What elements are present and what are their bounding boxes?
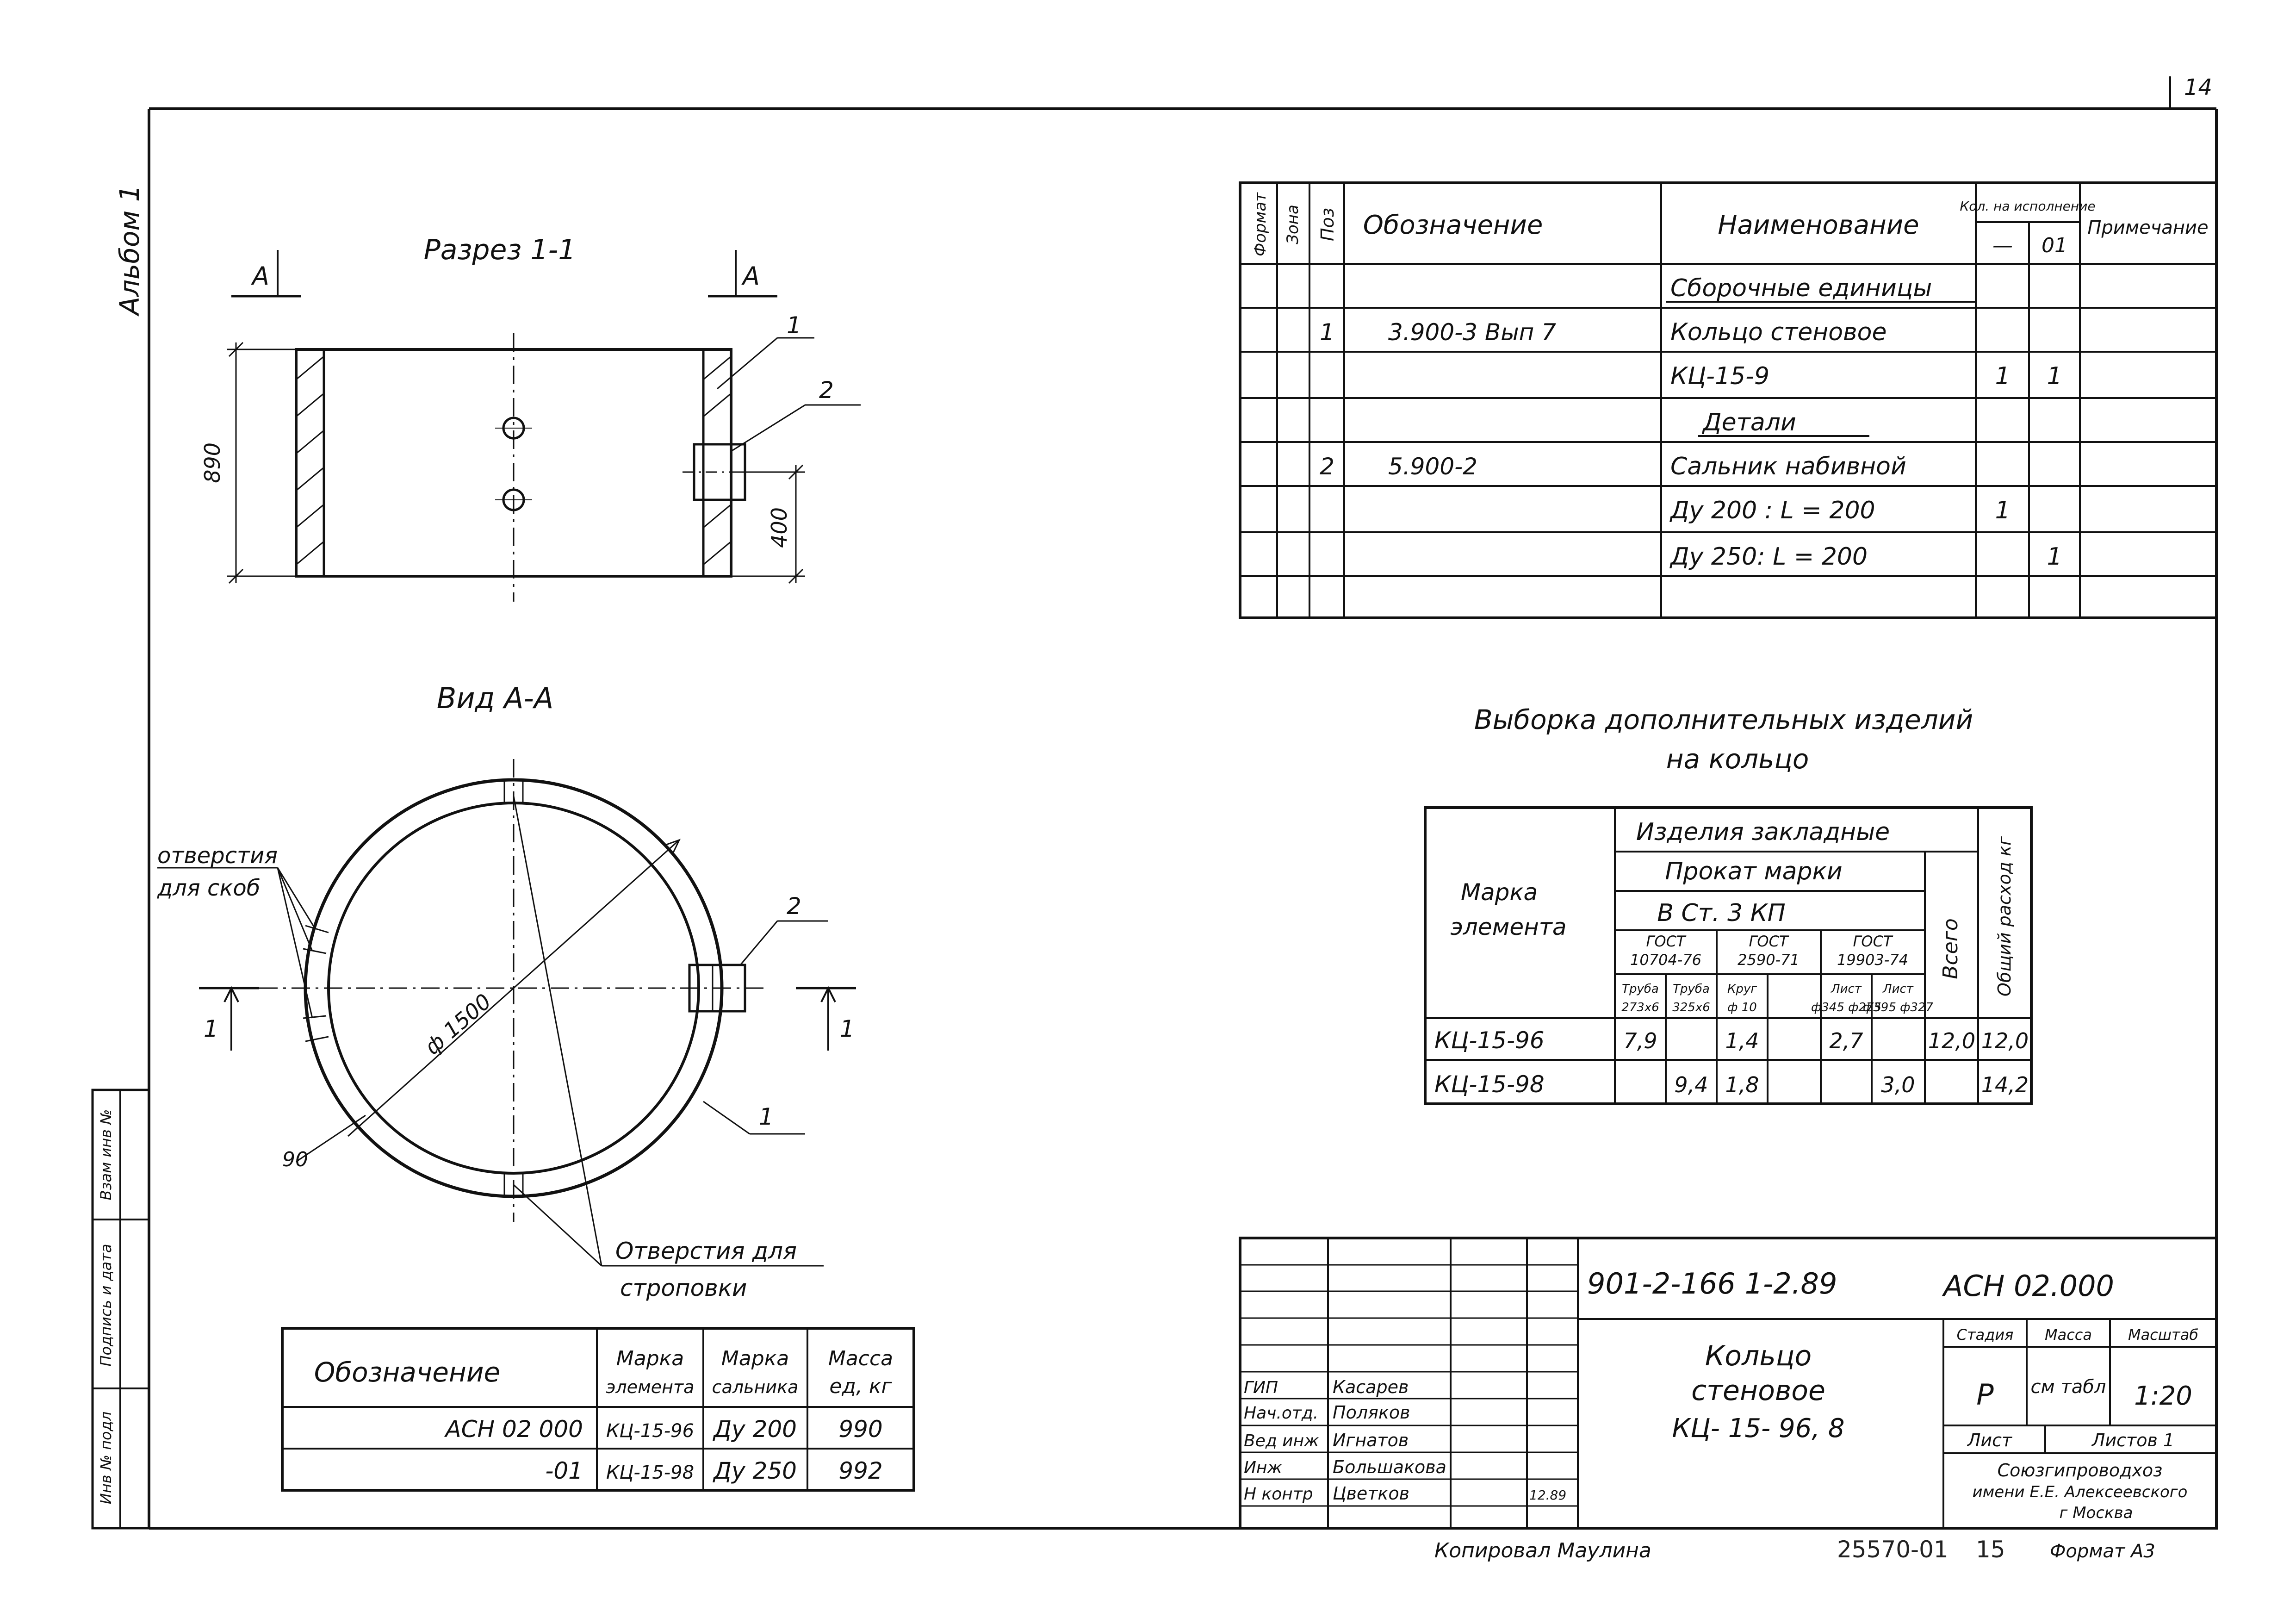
tb-name-3: КЦ- 15- 96, 8	[1672, 1413, 1845, 1444]
extra-gost2-a: ГОСТ	[1749, 933, 1788, 950]
tb-person-role: Инж	[1244, 1458, 1282, 1477]
tb-date: 12.89	[1529, 1487, 1567, 1503]
extra-gost1-a: ГОСТ	[1646, 933, 1686, 950]
tb-person-role: Н контр	[1244, 1485, 1313, 1504]
extra-row-cell: 7,9	[1623, 1028, 1657, 1053]
tb-person-role: Нач.отд.	[1244, 1404, 1319, 1423]
tb-scale-h: Масштаб	[2128, 1326, 2199, 1344]
tb-person-name: Касарев	[1333, 1377, 1409, 1397]
stamp-inv-orig: Инв № подл	[97, 1411, 115, 1505]
extra-sub-header-b: ф 10	[1727, 1001, 1757, 1014]
variants-h-mark-gland-1: Марка	[721, 1347, 789, 1370]
variants-row-mark-elem: КЦ-15-98	[606, 1462, 695, 1483]
extra-sub-header-b: 325х6	[1672, 1001, 1710, 1014]
cut-marker-right: А	[743, 261, 760, 291]
extra-row-general: 12,0	[1981, 1028, 2029, 1053]
variants-row-mass: 990	[838, 1416, 883, 1443]
tb-name-2: стеновое	[1691, 1375, 1825, 1407]
tb-sheets-h: Листов 1	[2091, 1430, 2175, 1450]
spec-row-name: Сальник набивной	[1670, 453, 1906, 480]
title-block	[1240, 1238, 2216, 1528]
spec-header-pos: Поз	[1317, 207, 1338, 242]
extra-sub-header-a: Труба	[1673, 982, 1710, 996]
variants-row-designation: АСН 02 000	[445, 1416, 583, 1443]
tb-org-1: Союзгипроводхоз	[1997, 1460, 2163, 1481]
footer-doc-num: 25570-01	[1837, 1536, 1948, 1563]
variants-h-mark-elem-2: элемента	[606, 1377, 695, 1397]
stamp-replace-inv: Взам инв №	[97, 1109, 115, 1201]
extra-sub-header-a: Лист	[1883, 982, 1913, 996]
tb-person-role: ГИП	[1244, 1378, 1278, 1397]
stamp-sign-date: Подпись и дата	[97, 1244, 115, 1367]
tb-sheet-h: Лист	[1967, 1430, 2012, 1450]
tb-person-name: Большакова	[1333, 1457, 1446, 1477]
callout-ring-view: 1	[759, 1103, 774, 1130]
callout-ring-section: 1	[787, 312, 801, 339]
extra-gost1-b: 10704-76	[1630, 951, 1702, 969]
dim-height: 890	[200, 442, 225, 483]
tb-scale: 1:20	[2134, 1381, 2192, 1411]
extra-row-cell: 1,8	[1725, 1072, 1759, 1097]
extra-h-mark-2: элемента	[1450, 914, 1567, 940]
variants-row-mark-gland: Ду 200	[714, 1416, 797, 1443]
variants-row-mass: 992	[838, 1457, 883, 1484]
footer-format: Формат А3	[2050, 1541, 2155, 1562]
spec-rows	[1320, 274, 2062, 571]
spec-row-name: Ду 250: L = 200	[1670, 543, 1868, 571]
extra-sub-headers	[1621, 982, 1933, 1014]
extra-sub-header-a: Круг	[1727, 982, 1757, 996]
tb-person-name: Цветков	[1333, 1483, 1410, 1504]
label-holes-brackets-1: отверстия	[157, 843, 278, 869]
extra-sub-header-a: Лист	[1831, 982, 1862, 996]
sheet-number: 14	[2184, 75, 2213, 100]
variants-table	[282, 1328, 914, 1490]
extra-items-section	[1425, 704, 2031, 1104]
tb-person-name: Игнатов	[1333, 1430, 1409, 1450]
spec-header-format: Формат	[1251, 193, 1270, 256]
extra-h-rolled: Прокат марки	[1665, 858, 1843, 885]
extra-row-cell: 2,7	[1829, 1028, 1863, 1053]
footer-copied: Копировал Маулина	[1434, 1539, 1651, 1562]
tb-stage-h: Стадия	[1956, 1326, 2014, 1344]
spec-row-qty-1: 1	[2047, 543, 2062, 571]
spec-header-designation: Обозначение	[1363, 210, 1543, 240]
label-holes-sling-1: Отверстия для	[615, 1238, 797, 1264]
view-title: Вид А-А	[436, 681, 554, 715]
variants-h-mass-2: ед, кг	[829, 1375, 892, 1398]
extra-row-cell: 9,4	[1674, 1072, 1708, 1097]
spec-row-pos: 1	[1320, 319, 1334, 346]
spec-row-name: Детали	[1703, 409, 1796, 436]
extra-row-mark: КЦ-15-98	[1434, 1071, 1545, 1098]
spec-row-name: Кольцо стеновое	[1670, 318, 1887, 346]
spec-row-designation: 3.900-3 Вып 7	[1388, 319, 1557, 346]
spec-header-name: Наименование	[1718, 210, 1919, 240]
variants-rows	[444, 1416, 882, 1484]
dim-diameter: ф 1500	[420, 989, 496, 1060]
tb-code: АСН 02.000	[1943, 1269, 2114, 1303]
dim-wall: 90	[282, 1148, 308, 1171]
spec-row-name: Сборочные единицы	[1670, 274, 1932, 302]
extra-row-cell: 1,4	[1725, 1028, 1759, 1053]
spec-header-note: Примечание	[2087, 217, 2209, 238]
label-holes-sling-2: строповки	[620, 1275, 747, 1301]
spec-row-pos: 2	[1320, 453, 1334, 480]
extra-h-embedded: Изделия закладные	[1636, 818, 1890, 846]
variants-h-mark-elem-1: Марка	[616, 1347, 684, 1370]
tb-org-2: имени Е.Е. Алексеевского	[1972, 1483, 2188, 1501]
extra-row-general: 14,2	[1981, 1072, 2029, 1097]
spec-row-qty-0: 1	[1995, 497, 2011, 524]
tb-stage: Р	[1976, 1378, 1994, 1412]
label-holes-brackets-2: для скоб	[157, 875, 261, 901]
extra-gost3-a: ГОСТ	[1853, 933, 1893, 950]
extra-h-steel: В Ст. 3 КП	[1657, 899, 1786, 927]
callout-gland-view: 2	[787, 893, 801, 920]
variants-h-designation: Обозначение	[314, 1356, 501, 1388]
spec-row-designation: 5.900-2	[1388, 453, 1477, 480]
section-view	[200, 234, 861, 602]
spec-header-qty: Кол. на исполнение	[1960, 199, 2096, 214]
tb-mass-h: Масса	[2044, 1326, 2092, 1344]
spec-row-qty-0: 1	[1995, 362, 2011, 390]
album-label: Альбом 1	[114, 185, 145, 315]
extra-gost2-b: 2590-71	[1738, 951, 1800, 969]
spec-row-qty-1: 1	[2047, 362, 2062, 390]
tb-project: 901-2-166 1-2.89	[1587, 1267, 1837, 1300]
extra-sub-header-a: Труба	[1622, 982, 1659, 996]
dim-gland: 400	[767, 507, 792, 548]
extra-row-cell: 3,0	[1881, 1072, 1915, 1097]
extra-sub-header-b: ф345 ф275	[1811, 1001, 1881, 1014]
extra-h-general: Общий расход кг	[1994, 836, 2015, 996]
variants-h-mark-gland-2: сальника	[712, 1377, 799, 1397]
callout-gland-section: 2	[819, 377, 834, 404]
extra-sub-header-b: ф395 ф327	[1863, 1001, 1933, 1014]
spec-row-name: Ду 200 : L = 200	[1670, 497, 1875, 524]
side-stamp	[93, 1090, 149, 1528]
extra-sub-header-b: 273х6	[1621, 1001, 1659, 1014]
spec-row-name: КЦ-15-9	[1670, 362, 1770, 390]
variants-row-designation: -01	[545, 1457, 583, 1484]
spec-header-qty-01: 01	[2042, 234, 2067, 257]
variants-h-mass-1: Масса	[828, 1347, 894, 1370]
tb-person-name: Поляков	[1333, 1402, 1410, 1423]
extra-rows	[1434, 1027, 2029, 1098]
extra-h-mark-1: Марка	[1460, 879, 1538, 906]
spec-header-zone: Зона	[1284, 205, 1302, 244]
variants-row-mark-gland: Ду 250	[714, 1457, 797, 1484]
tb-people	[1244, 1377, 1446, 1504]
footer-page: 15	[1976, 1536, 2005, 1563]
extra-h-total: Всего	[1939, 918, 1962, 979]
extra-title-line2: на кольцо	[1666, 743, 1809, 775]
tb-person-role: Вед инж	[1244, 1431, 1319, 1450]
cut-marker-left: А	[252, 261, 269, 291]
extra-title-line1: Выборка дополнительных изделий	[1474, 704, 1973, 735]
variants-row-mark-elem: КЦ-15-96	[606, 1420, 695, 1442]
section-mark-right: 1	[840, 1015, 855, 1042]
section-mark-left: 1	[204, 1015, 218, 1042]
section-title: Разрез 1-1	[423, 234, 576, 266]
spec-table	[1240, 183, 2216, 618]
spec-header-qty-dash: —	[1992, 234, 2013, 257]
tb-name-1: Кольцо	[1705, 1340, 1812, 1372]
tb-org-3: г Москва	[2059, 1504, 2133, 1522]
extra-gost3-b: 19903-74	[1837, 951, 1909, 969]
extra-row-total: 12,0	[1928, 1028, 1976, 1053]
tb-mass: см табл	[2030, 1376, 2106, 1398]
plan-view	[157, 681, 856, 1301]
extra-row-mark: КЦ-15-96	[1434, 1027, 1545, 1054]
